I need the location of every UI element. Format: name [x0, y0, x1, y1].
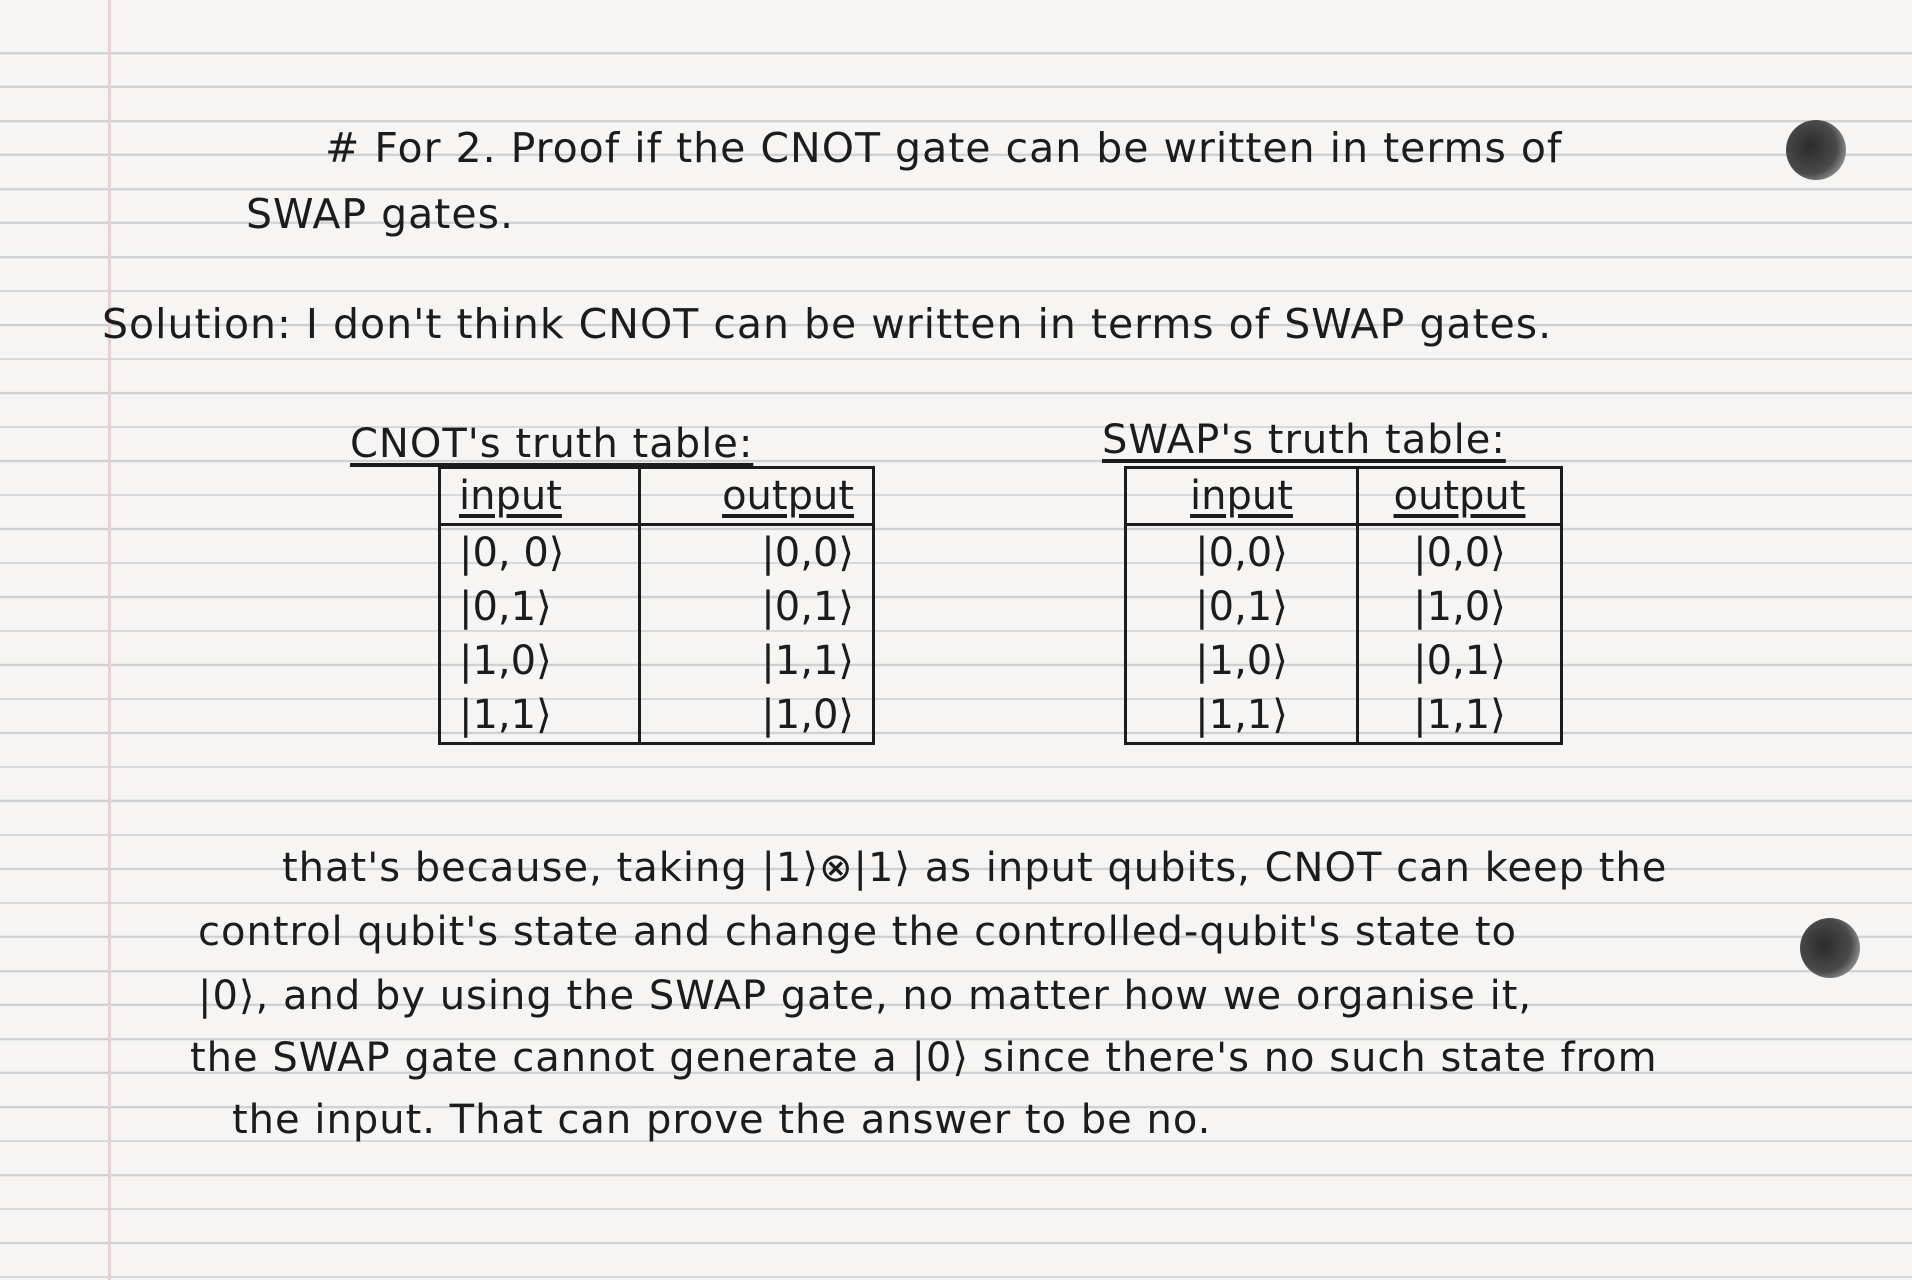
cnot-input-cell: |0,1⟩: [440, 580, 640, 634]
table-row: [1126, 580, 1562, 634]
swap-input-cell: |1,0⟩: [1126, 634, 1358, 688]
table-row: [1126, 525, 1562, 581]
binder-hole-top: [1786, 120, 1846, 180]
explanation-line-1: that's because, taking |1⟩⊗|1⟩ as input qubits, CNOT can keep the: [282, 845, 1668, 891]
swap-header-output: output: [1358, 468, 1562, 525]
table-row: [440, 525, 874, 581]
margin-line: [108, 0, 111, 1280]
question-line-1: # For 2. Proof if the CNOT gate can be written in terms of: [325, 124, 1563, 172]
cnot-header-output: output: [640, 468, 874, 525]
table-row: [440, 580, 874, 634]
cnot-table-caption: CNOT's truth table:: [350, 421, 754, 467]
swap-input-cell: |0,1⟩: [1126, 580, 1358, 634]
cnot-output-cell: |0,0⟩: [761, 530, 854, 576]
cnot-header-input: input: [440, 468, 640, 525]
swap-output-cell: |0,1⟩: [1413, 638, 1506, 684]
table-header-row: [440, 468, 874, 525]
cnot-output-cell: |1,0⟩: [761, 692, 854, 738]
cnot-output-cell: |1,1⟩: [761, 638, 854, 684]
swap-input-cell: |1,1⟩: [1126, 688, 1358, 744]
explanation-line-2: control qubit's state and change the controlled-qubit's state to: [198, 909, 1518, 955]
explanation-line-5: the input. That can prove the answer to be no.: [232, 1097, 1212, 1143]
cnot-truth-table: [438, 466, 875, 745]
cnot-input-cell: |1,1⟩: [440, 688, 640, 744]
cnot-input-cell: |0, 0⟩: [440, 525, 640, 581]
swap-header-input: input: [1126, 468, 1358, 525]
swap-output-cell: |1,1⟩: [1413, 692, 1506, 738]
table-row: [1126, 634, 1562, 688]
question-line-2: SWAP gates.: [246, 190, 514, 238]
swap-table-caption: SWAP's truth table:: [1102, 417, 1506, 463]
table-row: [440, 688, 874, 744]
swap-truth-table: [1124, 466, 1563, 745]
cnot-input-cell: |1,0⟩: [440, 634, 640, 688]
swap-output-cell: |1,0⟩: [1413, 584, 1506, 630]
table-header-row: [1126, 468, 1562, 525]
swap-output-cell: |0,0⟩: [1413, 530, 1506, 576]
swap-input-cell: |0,0⟩: [1126, 525, 1358, 581]
cnot-output-cell: |0,1⟩: [761, 584, 854, 630]
explanation-line-3: |0⟩, and by using the SWAP gate, no matter how we organise it,: [198, 973, 1533, 1019]
solution-line: Solution: I don't think CNOT can be written in terms of SWAP gates.: [102, 300, 1553, 348]
explanation-line-4: the SWAP gate cannot generate a |0⟩ since there's no such state from: [190, 1035, 1658, 1081]
table-row: [440, 634, 874, 688]
binder-hole-bottom: [1800, 918, 1860, 978]
table-row: [1126, 688, 1562, 744]
